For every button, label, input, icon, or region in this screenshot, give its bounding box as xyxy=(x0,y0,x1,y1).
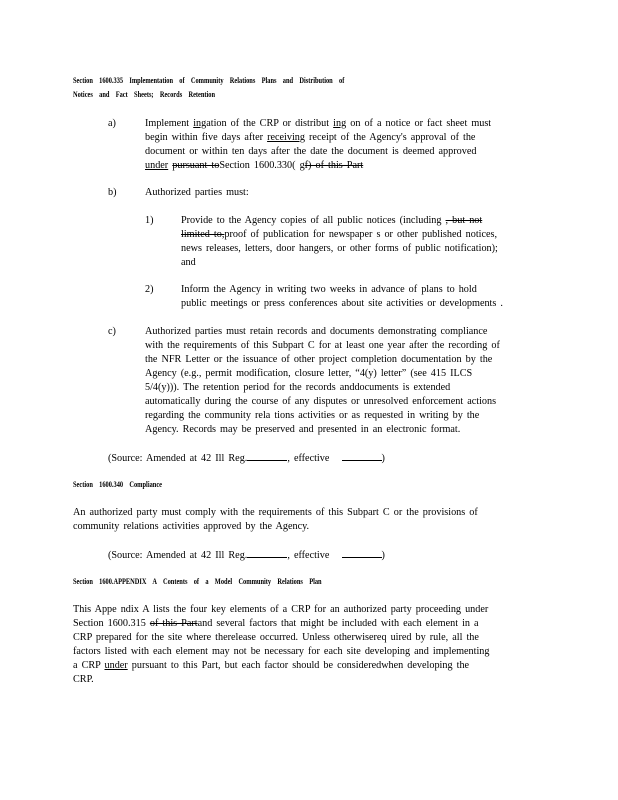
para-c-line: automatically during the course of any disputes or unresolved enforcement actions xyxy=(145,396,497,407)
para-b1-line2: limited to,proof of publication for newspaper s or other published notices, xyxy=(181,229,498,240)
para-b1-label: 1) xyxy=(145,215,154,226)
para-b1-line3: news releases, letters, door hangers, or other forms of public notification); xyxy=(181,243,498,254)
para-a-label: a) xyxy=(108,118,116,129)
source-note-340: (Source: Amended at 42 Ill Reg. , effective ) xyxy=(108,547,385,563)
para-c-line: 5/4(y))). The retention period for the records anddocuments is extended xyxy=(145,382,451,393)
para-b-label: b) xyxy=(108,187,117,198)
para-c-line: regarding the community rela tions activities or as requested in writing by the xyxy=(145,410,480,421)
para-app-line4: factors listed with each element may not be necessary for each site developing and implementing xyxy=(73,646,490,657)
para-a-line1: Implement ingation of the CRP or distribut ing on of a notice or fact sheet must xyxy=(145,118,492,129)
section-heading-340: Section 1600.340 Compliance xyxy=(73,480,163,489)
para-c-line: Agency (e.g., permit modification, closure letter, “4(y) letter” (see 415 ILCS xyxy=(145,368,473,379)
para-c-line: Agency. Records may be preserved and presented in an electronic format. xyxy=(145,424,461,435)
para-app-line2: Section 1600.315 of this Partand several factors that might be included with each element in a xyxy=(73,618,479,629)
para-340-line2: community relations activities approved by the Agency. xyxy=(73,521,310,532)
para-c-line: with the requirements of this Subpart C for at least one year after the recording of xyxy=(145,340,500,351)
para-a-line2: begin within five days after receiving receipt of the Agency's approval of the xyxy=(145,132,476,143)
para-b2-line1: Inform the Agency in writing two weeks in advance of plans to hold xyxy=(181,284,477,295)
section-heading-335-line2: Notices and Fact Sheets; Records Retention xyxy=(73,90,216,99)
para-app-line5: a CRP under pursuant to this Part, but each factor should be consideredwhen developing the xyxy=(73,660,470,671)
source-note-335: (Source: Amended at 42 Ill Reg. , effective ) xyxy=(108,450,385,466)
para-app-line3: CRP prepared for the site where therelease occurred. Unless otherwisereq uired by rule, all the xyxy=(73,632,479,643)
para-app-line1: This Appe ndix A lists the four key elements of a CRP for an authorized party proceeding under xyxy=(73,604,489,615)
para-c-line: the NFR Letter or the issuance of other project completion documentation by the xyxy=(145,354,493,365)
para-b-text: Authorized parties must: xyxy=(145,187,249,198)
para-a-line3: document or within ten days after the date the document is deemed approved xyxy=(145,146,477,157)
section-heading-appendix: Section 1600.APPENDIX A Contents of a Model Community Relations Plan xyxy=(73,577,322,586)
para-b1-line1: Provide to the Agency copies of all public notices (including , but not xyxy=(181,215,483,226)
para-b2-line2: public meetings or press conferences about site activities or developments . xyxy=(181,298,503,309)
para-app-line6: CRP. xyxy=(73,674,94,685)
section-heading-335-line1: Section 1600.335 Implementation of Community Relations Plans and Distribution of xyxy=(73,76,345,85)
para-340-line1: An authorized party must comply with the requirements of this Subpart C or the provisions of xyxy=(73,507,478,518)
para-a-line4: under pursuant toSection 1600.330( gf) of this Part xyxy=(145,160,364,171)
para-b2-label: 2) xyxy=(145,284,154,295)
para-c-line: Authorized parties must retain records and documents demonstrating compliance xyxy=(145,326,488,337)
para-c-label: c) xyxy=(108,326,116,337)
para-b1-line4: and xyxy=(181,257,196,268)
